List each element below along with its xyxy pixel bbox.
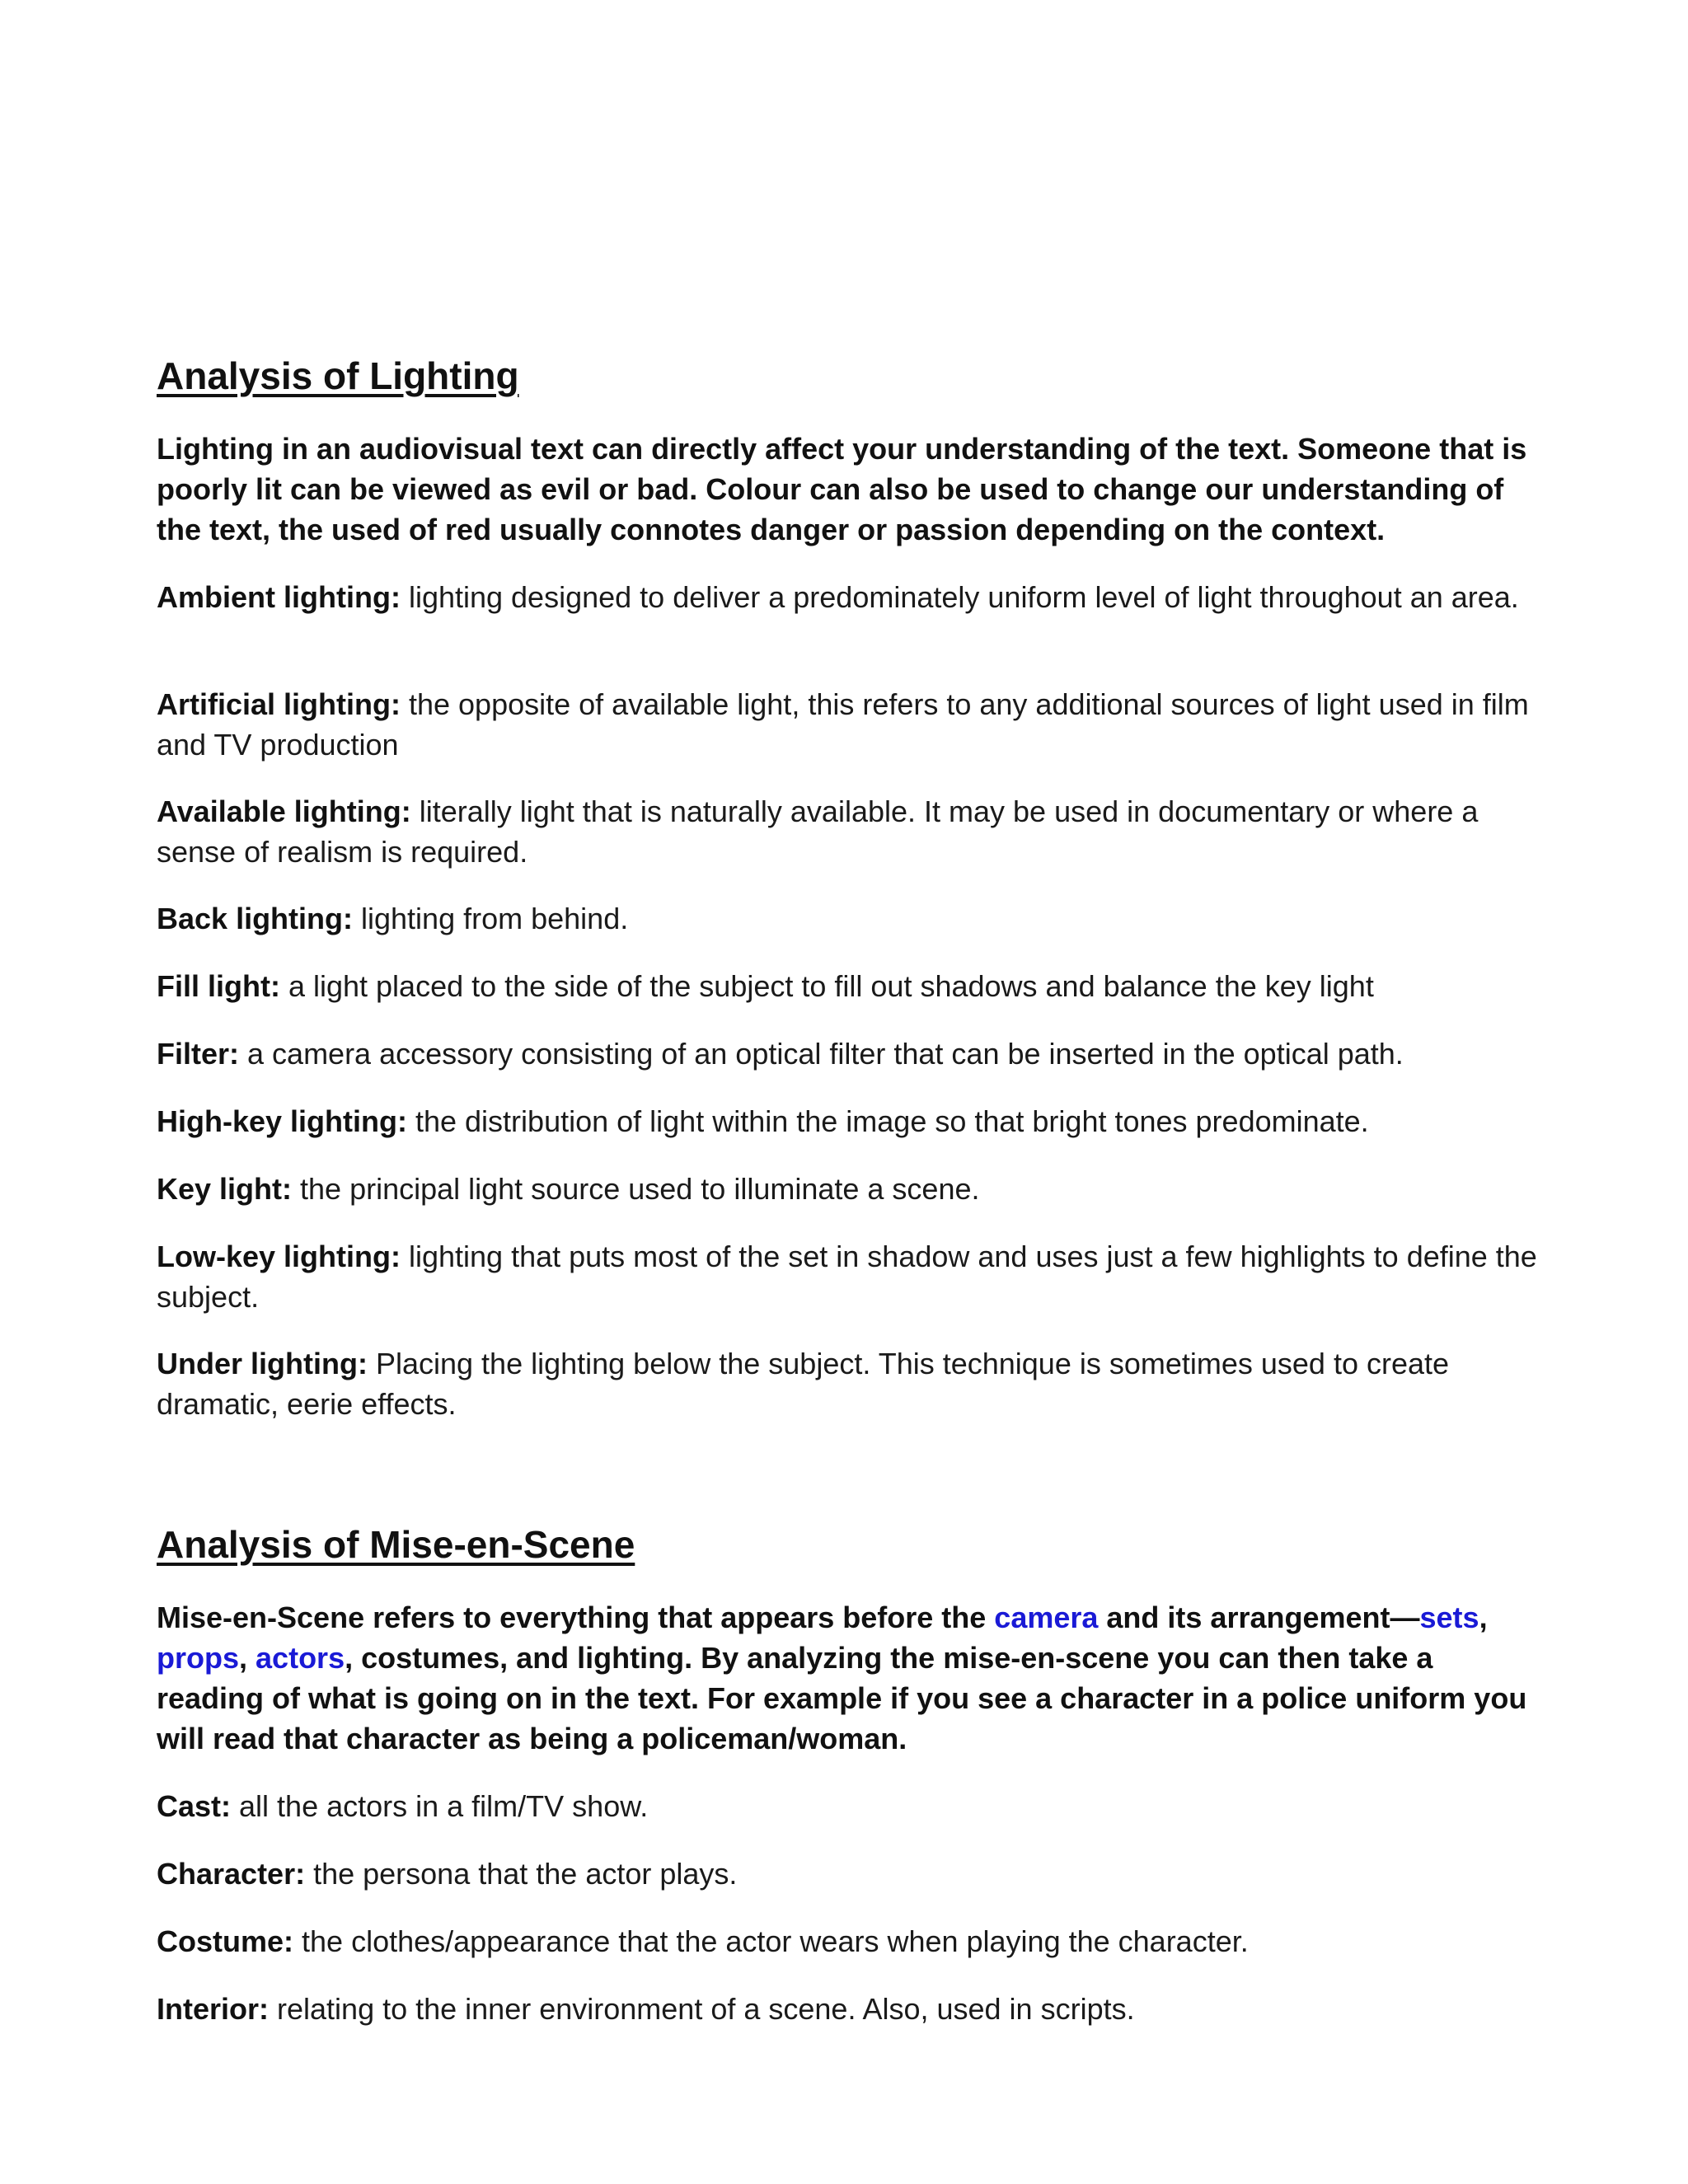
props-link[interactable]: props [157, 1641, 240, 1675]
term-label: High-key lighting: [157, 1104, 407, 1138]
term-definition: lighting from behind. [353, 902, 629, 935]
term-label: Available lighting: [157, 794, 411, 828]
term-label: Back lighting: [157, 902, 354, 935]
term-ambient-lighting [157, 577, 1541, 617]
term-character [157, 1854, 1541, 1894]
actors-link[interactable]: actors [256, 1641, 345, 1675]
term-artificial-lighting [157, 684, 1541, 765]
term-interior [157, 1989, 1541, 2029]
term-label: Low-key lighting: [157, 1240, 401, 1273]
term-definition: the principal light source used to illuminate a scene. [292, 1172, 980, 1206]
intro-text: , [239, 1641, 256, 1675]
term-label: Character: [157, 1857, 306, 1891]
lighting-intro-block [157, 429, 1541, 550]
lighting-intro: Lighting in an audiovisual text can directly affect your understanding of the text. Someone that is poorly lit can be viewed as evil or bad. Colour can also be used to change our understanding of the text, the used of red usually connotes danger or passion depending on the context. [157, 432, 1527, 546]
term-key-light [157, 1169, 1541, 1209]
intro-text: and its arrangement— [1098, 1601, 1420, 1634]
term-label: Ambient lighting: [157, 580, 401, 614]
term-high-key-lighting [157, 1101, 1541, 1141]
lighting-heading: Analysis of Lighting [157, 354, 519, 397]
term-definition: the persona that the actor plays. [305, 1857, 738, 1891]
term-definition: a camera accessory consisting of an optical filter that can be inserted in the optical path. [239, 1037, 1404, 1071]
term-available-lighting [157, 791, 1541, 872]
intro-text: , [1479, 1601, 1488, 1634]
term-label: Filter: [157, 1037, 240, 1071]
mise-intro-block [157, 1597, 1541, 1759]
term-definition: literally light that is naturally available. It may be used in documentary or where a sense of realism is required. [157, 794, 1479, 869]
term-under-lighting [157, 1343, 1541, 1424]
term-label: Costume: [157, 1924, 294, 1958]
term-definition: Placing the lighting below the subject. This technique is sometimes used to create dramatic, eerie effects. [157, 1347, 1450, 1421]
mise-intro [157, 1597, 1541, 1759]
term-costume [157, 1921, 1541, 1961]
term-definition: the opposite of available light, this refers to any additional sources of light used in film and TV production [157, 687, 1529, 762]
mise-heading: Analysis of Mise-en-Scene [157, 1523, 635, 1566]
term-definition: relating to the inner environment of a scene. Also, used in scripts. [269, 1992, 1135, 2026]
term-fill-light [157, 966, 1541, 1006]
term-label: Key light: [157, 1172, 293, 1206]
term-definition: the clothes/appearance that the actor wears when playing the character. [293, 1924, 1249, 1958]
term-label: Interior: [157, 1992, 270, 2026]
term-label: Under lighting: [157, 1347, 368, 1380]
intro-text: , costumes, and lighting. By analyzing the mise-en-scene you can then take a reading of what is going on in the text. For example if you see a character in a police uniform you will read that character as being a policeman/woman. [157, 1641, 1527, 1755]
term-back-lighting [157, 898, 1541, 939]
term-definition: lighting that puts most of the set in shadow and uses just a few highlights to define the subject. [157, 1240, 1537, 1314]
intro-text: Mise-en-Scene refers to everything that appears before the [157, 1601, 995, 1634]
term-filter [157, 1033, 1541, 1074]
term-definition: a light placed to the side of the subject to fill out shadows and balance the key light [279, 969, 1374, 1003]
term-label: Fill light: [157, 969, 280, 1003]
camera-link[interactable]: camera [994, 1601, 1099, 1634]
sets-link[interactable]: sets [1419, 1601, 1479, 1634]
term-cast [157, 1786, 1541, 1826]
term-definition: lighting designed to deliver a predominately uniform level of light throughout an area. [400, 580, 1519, 614]
term-label: Cast: [157, 1789, 232, 1823]
term-definition: the distribution of light within the image so that bright tones predominate. [406, 1104, 1369, 1138]
term-definition: all the actors in a film/TV show. [231, 1789, 649, 1823]
term-label: Artificial lighting: [157, 687, 401, 721]
term-low-key-lighting [157, 1236, 1541, 1317]
